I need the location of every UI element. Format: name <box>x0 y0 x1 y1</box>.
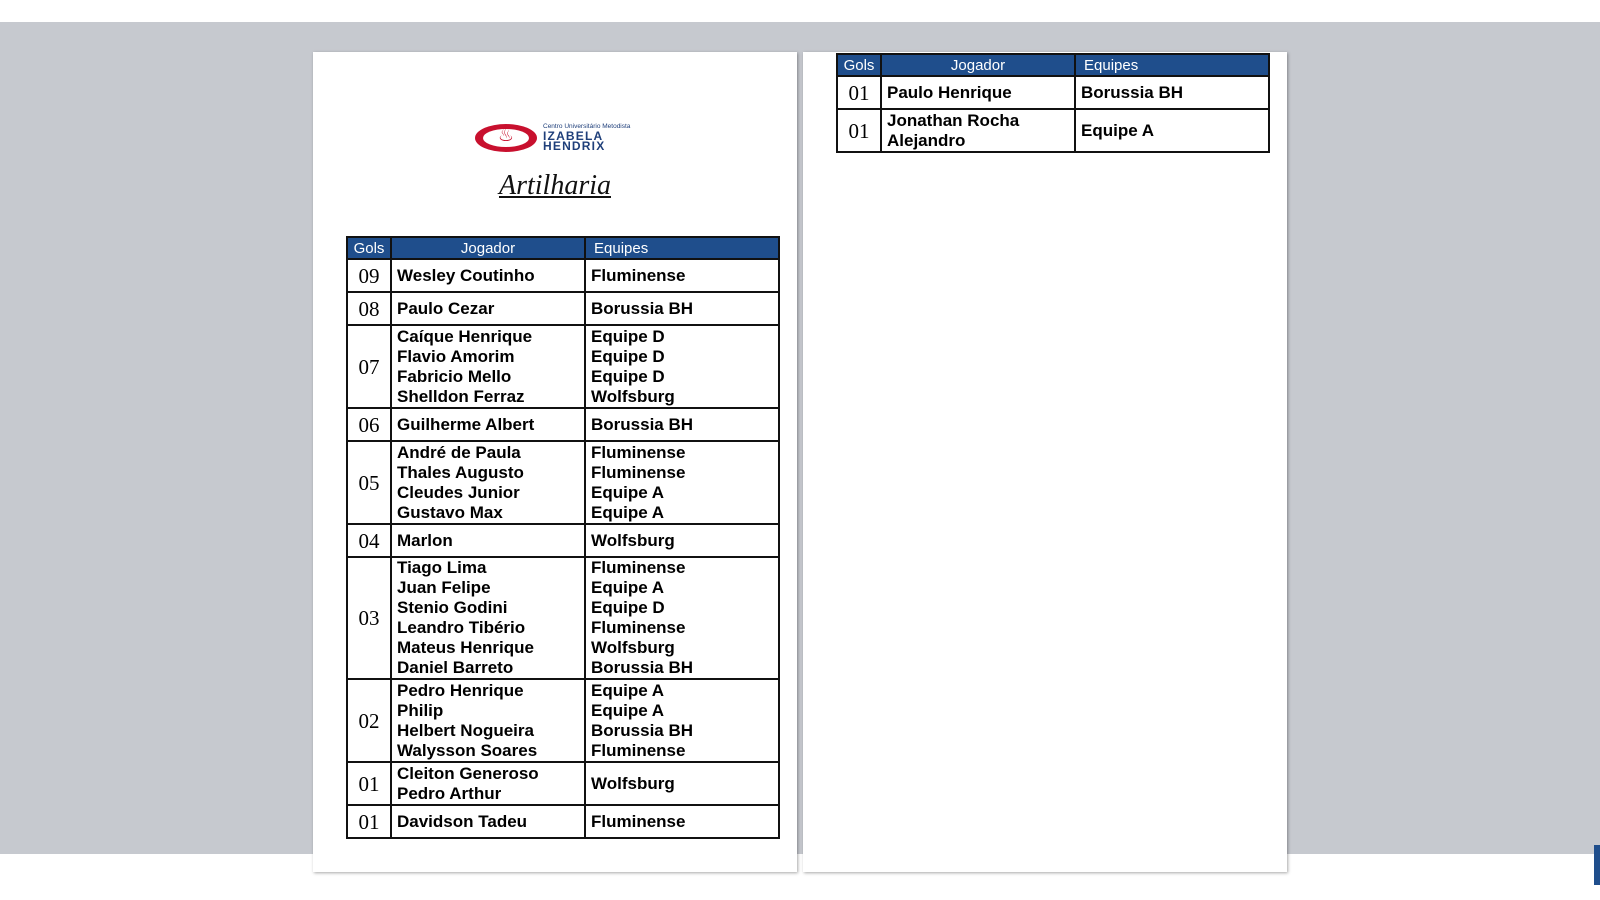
header-jogador: Jogador <box>881 54 1075 76</box>
goals-cell: 05 <box>347 441 391 524</box>
table-row <box>837 109 1269 152</box>
player-name: Philip <box>397 700 444 720</box>
goals-cell: 09 <box>347 259 391 292</box>
player-cell <box>391 441 585 524</box>
team-name: Borussia BH <box>591 298 694 318</box>
player-name: Cleiton Generoso <box>397 763 539 783</box>
goals-cell: 01 <box>837 76 881 109</box>
scrollbar-edge[interactable] <box>1594 845 1600 885</box>
header-equipes: Equipes <box>585 237 779 259</box>
player-name: Alejandro <box>887 130 966 150</box>
team-name: Borussia BH <box>591 720 694 740</box>
team-name: Equipe D <box>591 326 665 346</box>
team-cell <box>585 524 779 557</box>
player-name: Walysson Soares <box>397 740 538 760</box>
player-name: Pedro Arthur <box>397 783 502 803</box>
team-name: Equipe A <box>591 482 665 502</box>
player-cell <box>391 325 585 408</box>
document-workspace <box>0 22 1600 854</box>
goals-cell: 02 <box>347 679 391 762</box>
scorers-table-continued <box>836 53 1270 153</box>
goals-cell: 07 <box>347 325 391 408</box>
team-name: Equipe D <box>591 366 665 386</box>
team-name: Equipe A <box>1081 120 1155 140</box>
player-name: Thales Augusto <box>397 462 524 482</box>
team-name: Wolfsburg <box>591 773 675 793</box>
header-gols: Gols <box>837 54 881 76</box>
team-cell <box>585 805 779 838</box>
scorers-table <box>346 236 780 839</box>
table-row <box>347 292 779 325</box>
player-name: Gustavo Max <box>397 502 503 522</box>
team-name: Fluminense <box>591 442 686 462</box>
player-name: André de Paula <box>397 442 521 462</box>
logo-line-2: HENDRIX <box>543 139 606 153</box>
table-row <box>347 524 779 557</box>
goals-cell: 06 <box>347 408 391 441</box>
table-row <box>347 679 779 762</box>
player-name: Cleudes Junior <box>397 482 520 502</box>
document-page-1 <box>313 52 797 872</box>
player-name: Helbert Nogueira <box>397 720 534 740</box>
page-title: Artilharia <box>498 170 611 201</box>
team-name: Fluminense <box>591 811 686 831</box>
team-name: Equipe A <box>591 680 665 700</box>
team-name: Borussia BH <box>591 414 694 434</box>
team-name: Equipe A <box>591 700 665 720</box>
goals-cell: 03 <box>347 557 391 679</box>
table-row <box>347 408 779 441</box>
player-name: Leandro Tibério <box>397 618 526 637</box>
logo-line-1: IZABELA <box>543 129 604 143</box>
table-header-row <box>347 237 779 259</box>
izabela-hendrix-logo <box>475 122 665 156</box>
header-jogador: Jogador <box>391 237 585 259</box>
team-name: Equipe A <box>591 502 665 522</box>
table-header-row <box>837 54 1269 76</box>
team-name: Wolfsburg <box>591 530 675 550</box>
team-cell <box>585 762 779 805</box>
player-name: Marlon <box>397 530 453 550</box>
team-cell <box>585 408 779 441</box>
team-cell <box>1075 109 1269 152</box>
player-cell <box>391 679 585 762</box>
table-row <box>347 259 779 292</box>
player-name: Davidson Tadeu <box>397 811 528 831</box>
player-cell <box>391 292 585 325</box>
table-row <box>837 76 1269 109</box>
player-cell <box>391 762 585 805</box>
player-name: Caíque Henrique <box>397 326 533 346</box>
team-name: Equipe D <box>591 346 665 366</box>
player-name: Guilherme Albert <box>397 414 535 434</box>
player-name: Fabricio Mello <box>397 366 512 386</box>
team-cell <box>585 557 779 679</box>
team-cell <box>585 292 779 325</box>
team-name: Fluminense <box>591 265 686 285</box>
team-cell <box>585 325 779 408</box>
table-row <box>347 762 779 805</box>
player-name: Paulo Henrique <box>887 82 1012 102</box>
goals-cell: 01 <box>347 762 391 805</box>
table-row <box>347 805 779 838</box>
goals-cell: 01 <box>347 805 391 838</box>
header-equipes: Equipes <box>1075 54 1269 76</box>
goals-cell: 08 <box>347 292 391 325</box>
player-name: Shelldon Ferraz <box>397 386 525 406</box>
team-name: Fluminense <box>591 618 686 637</box>
table-row <box>347 325 779 408</box>
goals-cell: 01 <box>837 109 881 152</box>
team-name: Borussia BH <box>591 658 694 677</box>
player-name: Stenio Godini <box>397 598 508 617</box>
player-cell <box>391 259 585 292</box>
team-name: Fluminense <box>591 558 686 577</box>
player-cell <box>881 109 1075 152</box>
team-name: Wolfsburg <box>591 386 675 406</box>
player-cell <box>391 408 585 441</box>
goals-cell: 04 <box>347 524 391 557</box>
team-cell <box>585 441 779 524</box>
player-cell <box>881 76 1075 109</box>
team-cell <box>1075 76 1269 109</box>
team-cell <box>585 679 779 762</box>
player-name: Jonathan Rocha <box>887 110 1020 130</box>
document-page-2 <box>803 52 1287 872</box>
player-name: Paulo Cezar <box>397 298 495 318</box>
player-name: Juan Felipe <box>397 578 491 597</box>
player-cell <box>391 557 585 679</box>
player-name: Wesley Coutinho <box>397 265 535 285</box>
flame-icon: ♨ <box>497 125 515 146</box>
team-name: Fluminense <box>591 462 686 482</box>
table-row <box>347 557 779 679</box>
table-row <box>347 441 779 524</box>
player-name: Flavio Amorim <box>397 346 515 366</box>
team-name: Equipe D <box>591 598 665 617</box>
team-name: Fluminense <box>591 740 686 760</box>
player-name: Pedro Henrique <box>397 680 524 700</box>
player-name: Tiago Lima <box>397 558 487 577</box>
header-gols: Gols <box>347 237 391 259</box>
team-name: Borussia BH <box>1081 82 1184 102</box>
team-cell <box>585 259 779 292</box>
team-name: Wolfsburg <box>591 638 675 657</box>
logo-subtitle: Centro Universitário Metodista <box>543 123 631 130</box>
team-name: Equipe A <box>591 578 665 597</box>
player-cell <box>391 805 585 838</box>
player-name: Daniel Barreto <box>397 658 514 677</box>
player-name: Mateus Henrique <box>397 638 534 657</box>
player-cell <box>391 524 585 557</box>
